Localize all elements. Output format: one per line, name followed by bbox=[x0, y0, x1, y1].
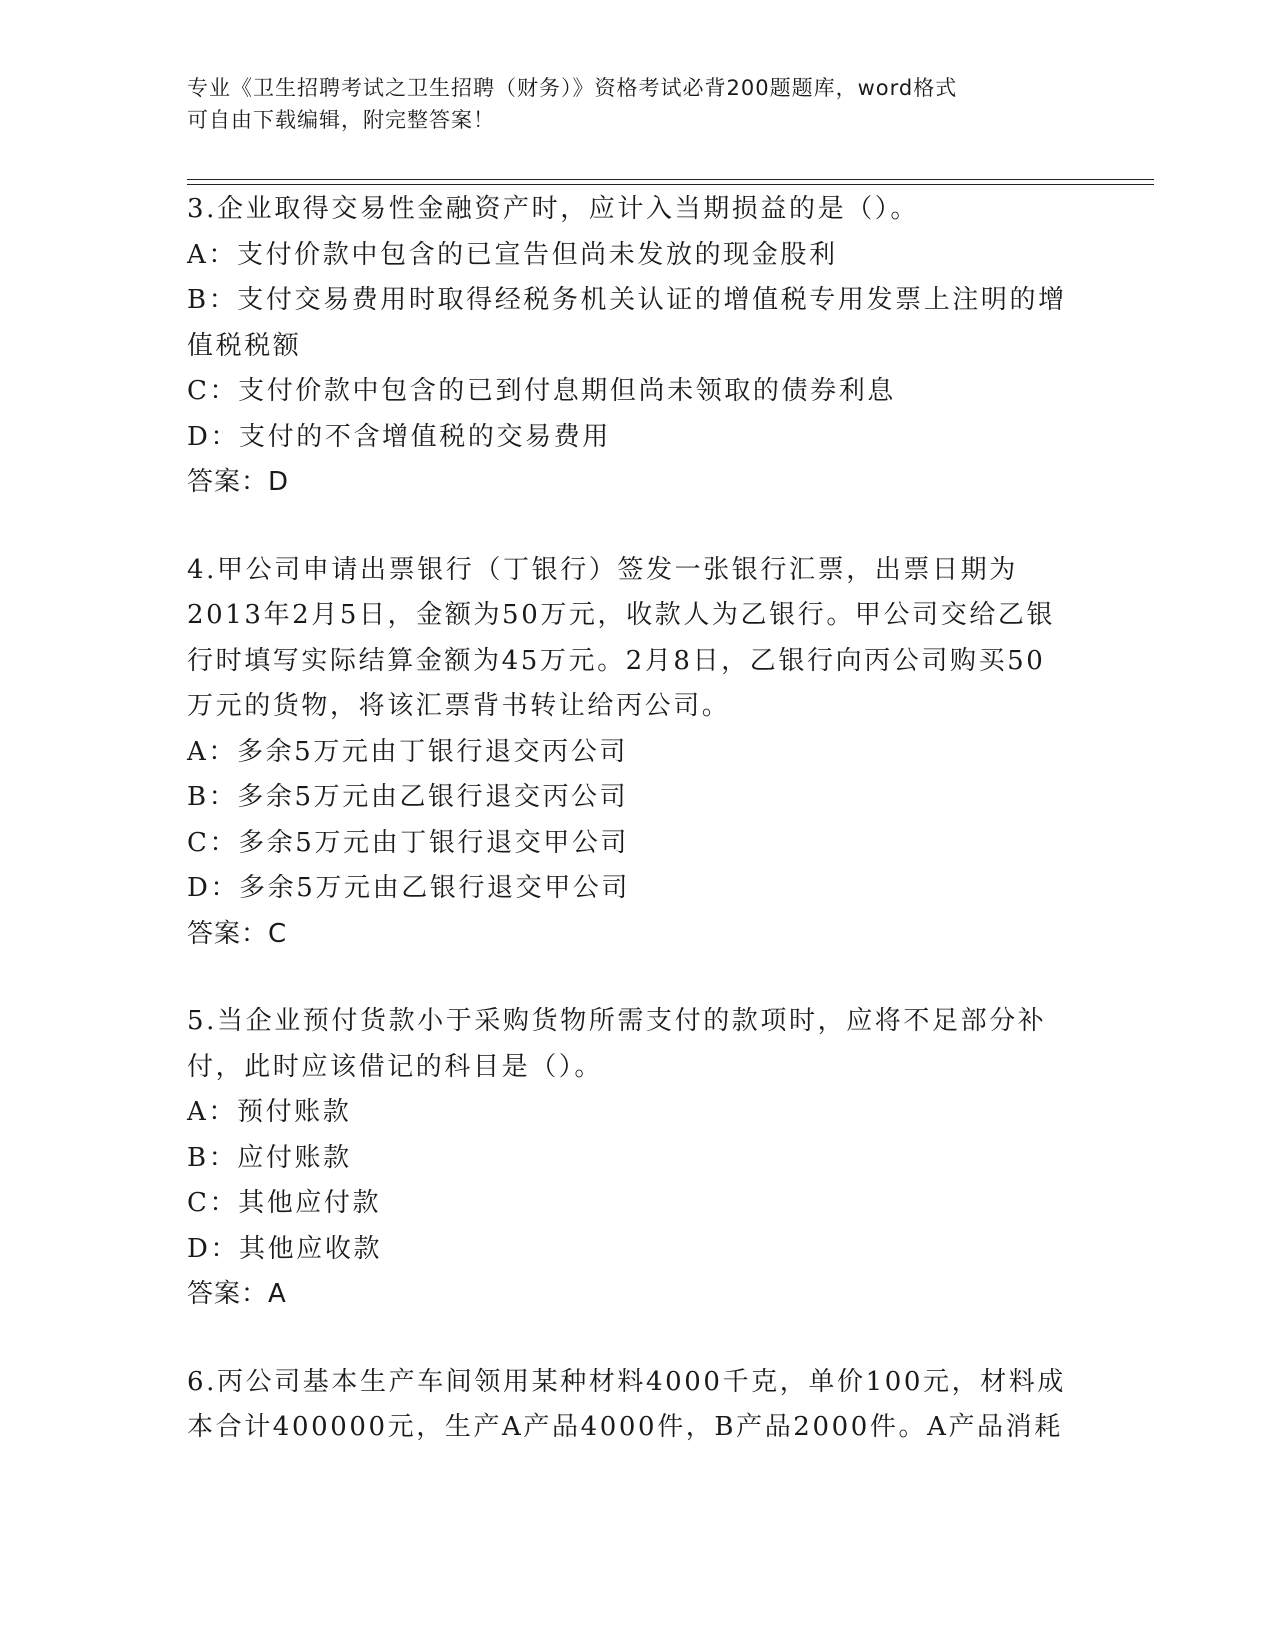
header-divider-top bbox=[187, 179, 1154, 180]
question-stem-line: 万元的货物，将该汇票背书转让给丙公司。 bbox=[187, 691, 731, 721]
question-block bbox=[187, 187, 1087, 506]
header-line-2: 可自由下载编辑，附完整答案！ bbox=[187, 108, 495, 132]
question-block bbox=[187, 548, 1087, 958]
option-d: D：多余5万元由乙银行退交甲公司 bbox=[187, 873, 630, 903]
question-stem-line: 本合计400000元，生产A产品4000件，B产品2000件。A产品消耗 bbox=[187, 1412, 1063, 1442]
question-spacer bbox=[187, 1318, 1087, 1360]
question-block bbox=[187, 999, 1087, 1318]
answer-label: 答案：D bbox=[187, 467, 290, 497]
option-b: B：多余5万元由乙银行退交丙公司 bbox=[187, 782, 629, 812]
question-stem-line: 6.丙公司基本生产车间领用某种材料4000千克，单价100元，材料成 bbox=[187, 1366, 1067, 1397]
question-stem-line: 付，此时应该借记的科目是（）。 bbox=[187, 1051, 604, 1082]
question-stem-line: 行时填写实际结算金额为45万元。2月8日，乙银行向丙公司购买50 bbox=[187, 645, 1046, 676]
question-stem-line: 4.甲公司申请出票银行（丁银行）签发一张银行汇票，出票日期为 bbox=[187, 554, 1018, 585]
question-block bbox=[187, 1360, 1087, 1451]
option-b: B：应付账款 bbox=[187, 1142, 352, 1173]
option-c: C：其他应付款 bbox=[187, 1188, 382, 1218]
option-b: B：支付交易费用时取得经税务机关认证的增值税专用发票上注明的增 bbox=[187, 285, 1067, 315]
option-a: A：多余5万元由丁银行退交丙公司 bbox=[187, 736, 628, 767]
question-spacer bbox=[187, 957, 1087, 999]
document-header bbox=[187, 72, 1087, 136]
option-a: A：预付账款 bbox=[187, 1097, 352, 1127]
option-d: D：支付的不含增值税的交易费用 bbox=[187, 421, 611, 452]
option-b-continued: 值税税额 bbox=[187, 330, 302, 361]
option-a: A：支付价款中包含的已宣告但尚未发放的现金股利 bbox=[187, 239, 838, 270]
question-stem-line: 5.当企业预付货款小于采购货物所需支付的款项时，应将不足部分补 bbox=[187, 1006, 1047, 1036]
header-line-1: 专业《卫生招聘考试之卫生招聘（财务）》资格考试必背200题题库，word格式 bbox=[187, 76, 958, 100]
header-divider-bottom bbox=[187, 184, 1154, 185]
question-stem-line: 2013年2月5日，金额为50万元，收款人为乙银行。甲公司交给乙银 bbox=[187, 600, 1056, 630]
option-c: C：支付价款中包含的已到付息期但尚未领取的债券利息 bbox=[187, 376, 896, 406]
question-stem-line: 3.企业取得交易性金融资产时，应计入当期损益的是（）。 bbox=[187, 194, 920, 224]
option-d: D：其他应收款 bbox=[187, 1233, 383, 1264]
answer-label: 答案：C bbox=[187, 918, 288, 949]
option-c: C：多余5万元由丁银行退交甲公司 bbox=[187, 827, 630, 858]
question-spacer bbox=[187, 506, 1087, 548]
answer-label: 答案：A bbox=[187, 1279, 287, 1309]
question-list bbox=[187, 187, 1087, 1451]
